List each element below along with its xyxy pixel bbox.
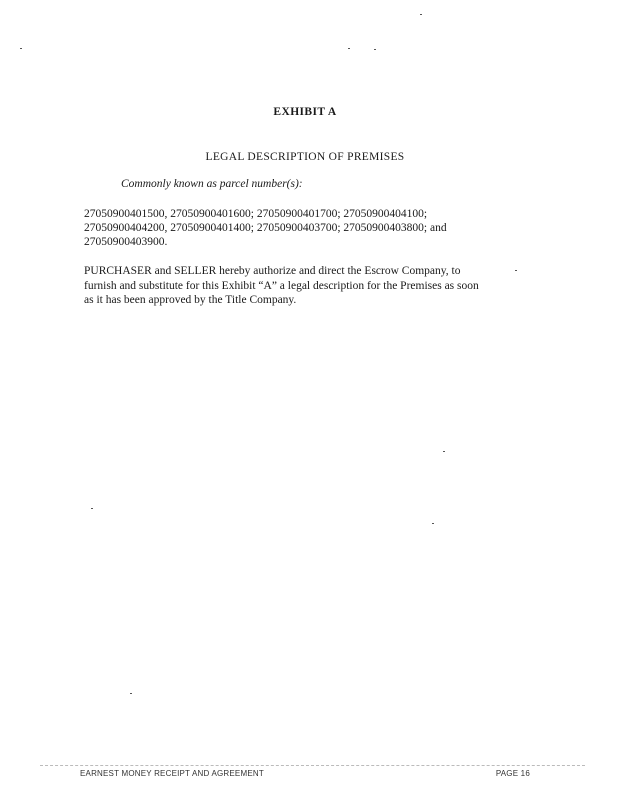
commonly-known-label: Commonly known as parcel number(s): [121,178,303,190]
exhibit-title: EXHIBIT A [273,106,337,118]
section-title: LEGAL DESCRIPTION OF PREMISES [205,151,405,163]
paragraph-line: as it has been approved by the Title Company. [84,294,297,306]
scan-speck [515,270,517,271]
footer-page-number: PAGE 16 [495,769,530,778]
parcel-number-list [84,207,524,249]
parcel-line: 27050900404200, 27050900401400; 27050900403700; 27050900403800; and [84,222,447,234]
scan-speck [130,693,132,694]
scan-speck [374,49,376,50]
footer-document-name: EARNEST MONEY RECEIPT AND AGREEMENT [80,769,264,778]
parcel-line: 27050900401500, 27050900401600; 27050900401700; 27050900404100; [84,208,428,220]
paragraph-line: furnish and substitute for this Exhibit “A” a legal description for the Premises as soon [84,279,479,292]
parcel-line: 27050900403900. [84,236,168,248]
scan-speck [443,451,445,452]
footer-divider [40,765,585,766]
scan-speck [91,508,93,509]
scan-speck [20,48,22,49]
paragraph-line: PURCHASER and SELLER hereby authorize and direct the Escrow Company, to [84,265,461,277]
scan-speck [420,14,422,15]
authorization-paragraph [84,264,534,308]
scan-speck [348,48,350,49]
scan-speck [432,523,434,524]
